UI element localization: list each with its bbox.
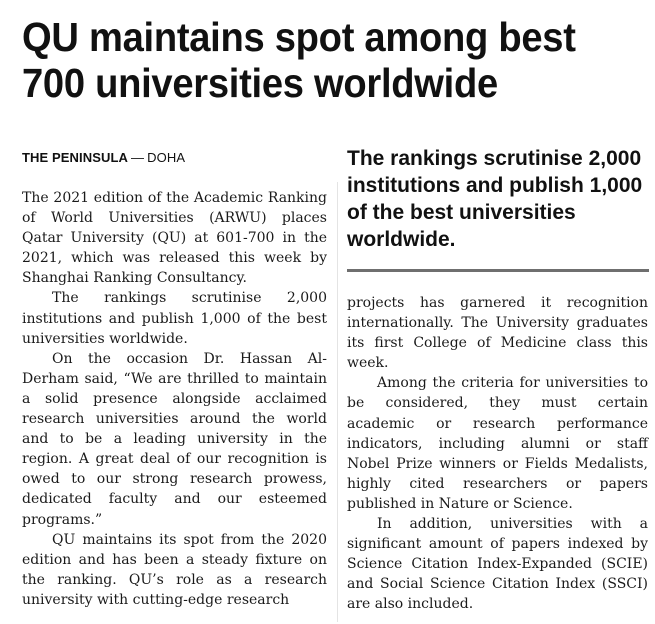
article-paragraph: QU maintains its spot from the 2020 edition and has been a steady fixture on the ranking. QU’s role as a research university with cutting-edge research	[22, 531, 327, 608]
article-paragraph: In addition, universities with a significant amount of papers indexed by Science Citation Index-Expanded (SCIE) and Social Science Citation Index (SSCI) are also included.	[347, 516, 648, 613]
article-column-right	[347, 293, 648, 615]
article-paragraph: projects has garnered it recognition internationally. The University graduates its first College of Medicine class this week.	[347, 295, 648, 372]
column-divider	[337, 182, 338, 622]
article-headline: QU maintains spot among best 700 universities worldwide	[22, 14, 576, 106]
pull-quote-rule	[347, 269, 649, 272]
article-paragraph: Among the criteria for universities to be considered, they must certain academic or research performance indicators, including alumni or staff Nobel Prize winners or Fields Medalists, highly cited researchers or papers published in Nature or Science.	[347, 375, 648, 512]
article-paragraph: On the occasion Dr. Hassan Al-Derham said, “We are thrilled to maintain a solid presence alongside acclaimed research universities around the world and to be a leading university in the region. A great deal of our recognition is owed to our strong research prowess, dedicated faculty and our esteemed programs.”	[22, 350, 327, 528]
pull-quote: The rankings scrutinise 2,000 institutions and publish 1,000 of the best universities worldwide.	[347, 147, 643, 251]
article-paragraph: The rankings scrutinise 2,000 institutions and publish 1,000 of the best universities worldwide.	[22, 290, 327, 347]
byline	[22, 150, 185, 165]
byline-location: DOHA	[147, 150, 186, 165]
byline-dash: —	[131, 150, 145, 165]
article-column-left	[22, 188, 327, 610]
article-paragraph: The 2021 edition of the Academic Ranking of World Universities (ARWU) places Qatar University (QU) at 601-700 in the 2021, which was released this week by Shanghai Ranking Consultancy.	[22, 190, 327, 287]
byline-source: THE PENINSULA	[22, 150, 129, 165]
